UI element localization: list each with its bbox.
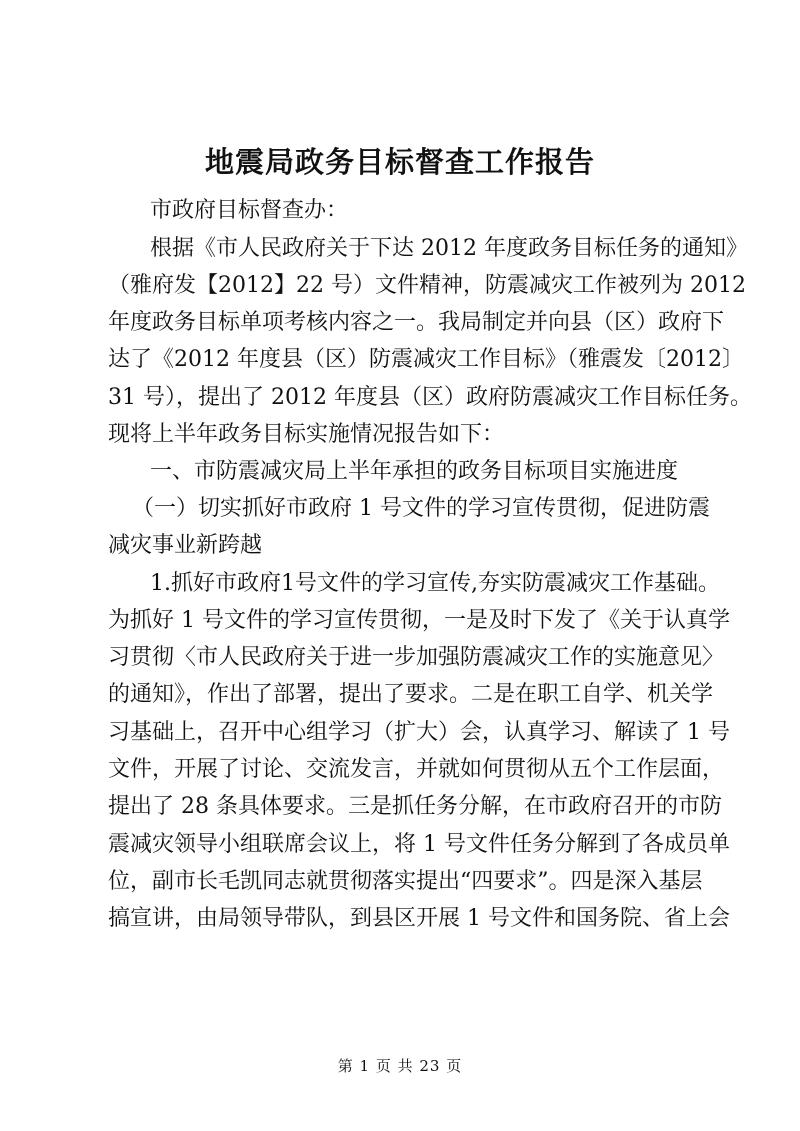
body-line: 1.抓好市政府1号文件的学习宣传,夯实防震减灾工作基础。 (150, 571, 720, 596)
body-line: 31 号），提出了 2012 年度县（区）政府防震减灾工作目标任务。 (108, 385, 752, 410)
document-title: 地震局政务目标督查工作报告 (204, 145, 595, 179)
body-line: 搞宣讲，由局领导带队，到县区开展 1 号文件和国务院、省上会 (108, 906, 730, 931)
body-line: 习贯彻〈市人民政府关于进一步加强防震减灾工作的实施意见〉 (108, 645, 725, 670)
body-line: 位，副市长毛凯同志就贯彻落实提出“四要求”。四是深入基层 (108, 869, 703, 894)
body-line: 为抓好 1 号文件的学习宣传贯彻，一是及时下发了《关于认真学 (108, 608, 730, 633)
body-line: 提出了 28 条具体要求。三是抓任务分解，在市政府召开的市防 (108, 794, 722, 819)
body-line: （雅府发【2012】22 号）文件精神，防震减灾工作被列为 2012 (108, 273, 746, 298)
subsection-heading-continued: 减灾事业新跨越 (108, 533, 263, 558)
body-line: 震减灾领导小组联席会议上，将 1 号文件任务分解到了各成员单 (108, 832, 730, 857)
page-number-footer: 第 1 页 共 23 页 (337, 1057, 463, 1075)
subsection-heading: （一）切实抓好市政府 1 号文件的学习宣传贯彻，促进防震 (132, 496, 710, 521)
body-line: 达了《2012 年度县（区）防震减灾工作目标》（雅震发〔2012〕 (108, 347, 744, 372)
section-heading: 一、市防震减灾局上半年承担的政务目标项目实施进度 (150, 459, 679, 484)
body-line: 习基础上，召开中心组学习（扩大）会，认真学习、解读了 1 号 (108, 720, 730, 745)
salutation-line: 市政府目标督查办： (150, 198, 349, 223)
body-line: 的通知》，作出了部署，提出了要求。二是在职工自学、机关学 (108, 682, 714, 707)
body-line: 文件，开展了讨论、交流发言，并就如何贯彻从五个工作层面， (108, 757, 725, 782)
body-line: 现将上半年政务目标实施情况报告如下： (108, 422, 505, 447)
body-line: 根据《市人民政府关于下达 2012 年度政务目标任务的通知》 (150, 236, 748, 261)
body-line: 年度政务目标单项考核内容之一。我局制定并向县（区）政府下 (108, 310, 725, 335)
